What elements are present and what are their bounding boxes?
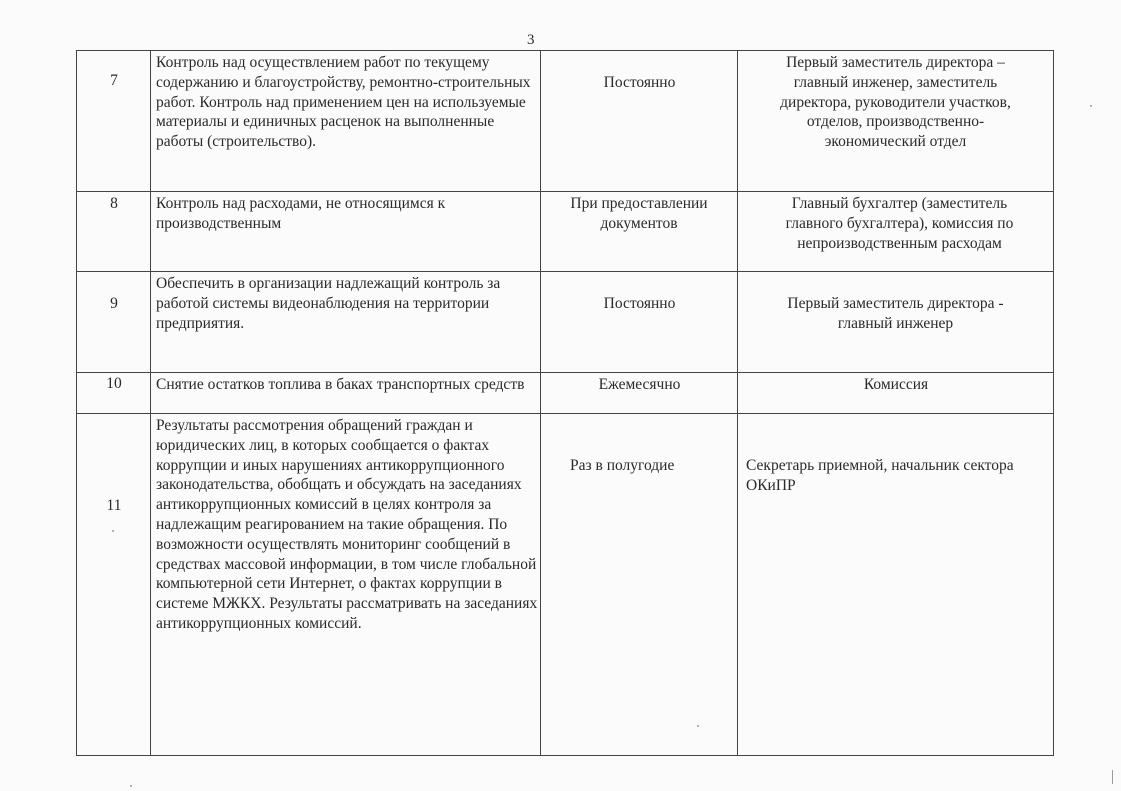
row-number: 9 xyxy=(77,272,151,373)
table-row xyxy=(77,373,1054,414)
row-number: 7 xyxy=(77,51,151,192)
responsible-cell: Первый заместитель директора – главный инженер, заместитель директора, руководители участков, отделов, производственно-экономический отдел xyxy=(738,51,1054,192)
scan-speck xyxy=(130,785,132,787)
responsible-cell: Секретарь приемной, начальник сектора ОКиПР xyxy=(738,414,1054,756)
row-number: 11 xyxy=(77,414,151,756)
task-cell: Результаты рассмотрения обращений граждан и юридических лиц, в которых сообщается о фактах коррупции и иных нарушениях антикоррупционного законодательства, обобщать и обсуждать на заседаниях антикоррупционных комиссий в целях контроля за надлежащим реагированием на такие обращения. По возможности осуществлять мониторинг сообщений в средствах массовой информации, в том числе глобальной компьютерной сети Интернет, о фактах коррупции в системе МЖКХ. Результаты рассматривать на заседаниях антикоррупционных комиссий. xyxy=(151,414,541,756)
scan-speck xyxy=(1112,770,1113,784)
row-number: 10 xyxy=(77,373,151,414)
table-row xyxy=(77,414,1054,756)
period-cell: Постоянно xyxy=(541,272,738,373)
task-cell: Контроль над расходами, не относящимся к производственным xyxy=(151,192,541,272)
table-row xyxy=(77,272,1054,373)
period-cell: Постоянно xyxy=(541,51,738,192)
period-cell: Раз в полугодие xyxy=(541,414,738,756)
responsible-cell: Комиссия xyxy=(738,373,1054,414)
task-cell: Снятие остатков топлива в баках транспортных средств xyxy=(151,373,541,414)
scan-speck xyxy=(112,530,114,532)
period-cell: При предоставлении документов xyxy=(541,192,738,272)
responsible-cell: Главный бухгалтер (заместитель главного бухгалтера), комиссия по непроизводственным расходам xyxy=(738,192,1054,272)
table-row xyxy=(77,51,1054,192)
scan-speck xyxy=(697,725,699,727)
measures-table xyxy=(76,50,1054,756)
table-row xyxy=(77,192,1054,272)
period-cell: Ежемесячно xyxy=(541,373,738,414)
page-number: 3 xyxy=(527,32,535,48)
task-cell: Контроль над осуществлением работ по текущему содержанию и благоустройству, ремонтно-строительных работ. Контроль над применением цен на используемые материалы и единичных расценок на выполненные работы (строительство). xyxy=(151,51,541,192)
scan-speck xyxy=(1090,105,1092,107)
row-number: 8 xyxy=(77,192,151,272)
task-cell: Обеспечить в организации надлежащий контроль за работой системы видеонаблюдения на территории предприятия. xyxy=(151,272,541,373)
responsible-cell: Первый заместитель директора - главный инженер xyxy=(738,272,1054,373)
